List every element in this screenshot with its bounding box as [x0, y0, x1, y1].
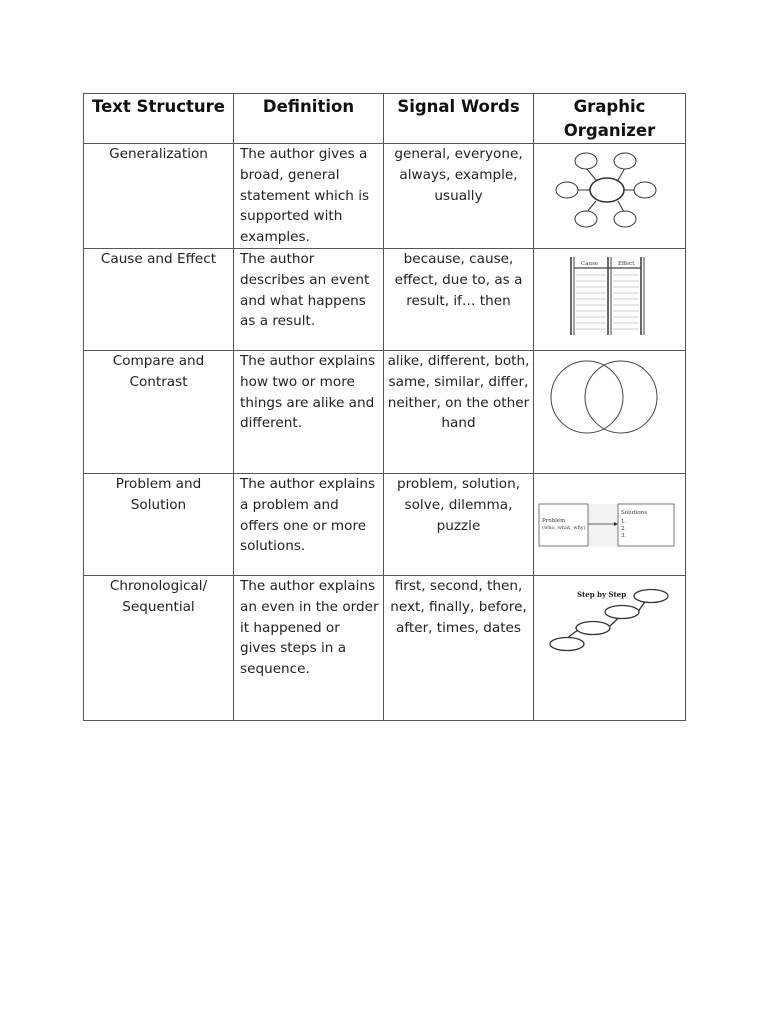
web-diagram-icon: [534, 144, 684, 244]
cell-definition: The author explains a problem and offers one or more solutions.: [234, 473, 384, 575]
cell-structure: Problem and Solution: [84, 473, 234, 575]
table-row: [84, 248, 686, 350]
cell-signal-words: because, cause, effect, due to, as a result, if… then: [384, 248, 534, 350]
cell-structure: Cause and Effect: [84, 248, 234, 350]
effect-label: Effect: [618, 260, 635, 267]
step-by-step-label: Step by Step: [577, 589, 627, 599]
cell-definition: The author explains an even in the order it happened or gives steps in a sequence.: [234, 575, 384, 720]
table-row: [84, 144, 686, 249]
cell-graphic-organizer: [534, 473, 686, 575]
header-text-structure: Text Structure: [84, 94, 234, 144]
solutions-label: Solutions: [621, 509, 648, 516]
cell-definition: The author explains how two or more things are alike and different.: [234, 350, 384, 473]
table-row: [84, 350, 686, 473]
solution-item-2: 2.: [621, 525, 627, 532]
header-graphic-organizer: Graphic Organizer: [534, 94, 686, 144]
solution-item-1: 1.: [621, 518, 627, 525]
cell-definition: The author gives a broad, general statement which is supported with examples.: [234, 144, 384, 249]
solution-item-3: 3.: [621, 532, 627, 539]
cell-graphic-organizer: [534, 575, 686, 720]
problem-solution-chart-icon: [534, 474, 684, 574]
problem-sub-label: (who, what, why): [542, 524, 586, 531]
cell-signal-words: alike, different, both, same, similar, differ, neither, on the other hand: [384, 350, 534, 473]
two-column-chart-icon: [534, 249, 684, 349]
cell-structure: Generalization: [84, 144, 234, 249]
cell-graphic-organizer: [534, 248, 686, 350]
cell-signal-words: general, everyone, always, example, usually: [384, 144, 534, 249]
table-row: [84, 575, 686, 720]
step-sequence-icon: [534, 576, 684, 716]
cell-signal-words: problem, solution, solve, dilemma, puzzle: [384, 473, 534, 575]
table-row: [84, 473, 686, 575]
problem-label: Problem: [542, 517, 566, 524]
venn-diagram-icon: [534, 351, 684, 471]
cell-graphic-organizer: [534, 350, 686, 473]
cell-structure: Chronological/ Sequential: [84, 575, 234, 720]
cell-graphic-organizer: [534, 144, 686, 249]
text-structure-table: [83, 93, 686, 721]
header-signal-words: Signal Words: [384, 94, 534, 144]
cell-structure: Compare and Contrast: [84, 350, 234, 473]
cause-label: Cause: [581, 260, 599, 267]
cell-definition: The author describes an event and what happens as a result.: [234, 248, 384, 350]
cell-signal-words: first, second, then, next, finally, before, after, times, dates: [384, 575, 534, 720]
header-row: [84, 94, 686, 144]
header-definition: Definition: [234, 94, 384, 144]
